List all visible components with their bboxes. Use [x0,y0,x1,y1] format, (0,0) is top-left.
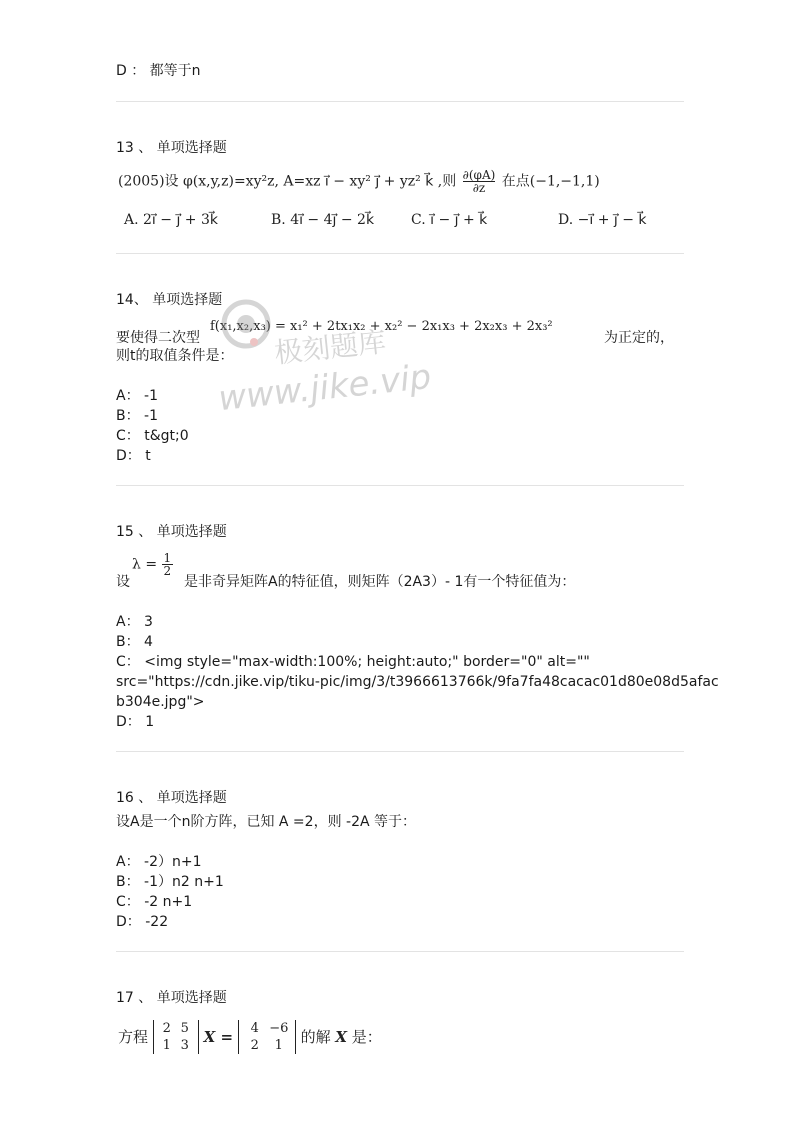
q15-stem-text: 是非奇异矩阵A的特征值，则矩阵（2A3）- 1有一个特征值为： [184,574,576,590]
q15-option-c: C： <img style="max-width:100%; height:auto;" border="0" alt="" [116,654,590,670]
q13-derivative [463,169,496,194]
q15-fraction [162,552,174,577]
q15-option-c-cont2: b304e.jpg"> [116,694,205,710]
q15-stem-formula [132,552,173,577]
divider [116,253,684,254]
q15-frac-den: 2 [163,564,172,578]
watermark-url: www.jike.vip [216,356,434,420]
q16-option-c: C： -2 n+1 [116,894,193,910]
q15-frac-num: 1 [163,551,172,565]
q13-option-a: A. 2i⃗ − j⃗ + 3k⃗ [124,212,218,228]
q17-stem-suffix: 的解 [300,1028,331,1046]
q13-stem-prefix: (2005)设 φ(x,y,z)=xy²z, A=xz i⃗ − xy² j⃗ + yz² k⃗ ,则 [118,173,457,190]
q17-matrix-b [238,1020,296,1054]
q14-stem-before: 要使得二次型 [116,330,200,346]
q15-stem-prefix: 设 [116,574,130,590]
q15-option-a: A： 3 [116,614,153,630]
q13-header: 13 、 单项选择题 [116,140,227,156]
q13-option-c: C. i⃗ − j⃗ + k⃗ [411,212,488,228]
q16-header: 16 、 单项选择题 [116,790,227,806]
matrix-cell: 1 [274,1038,283,1053]
watermark [216,296,434,426]
matrix-cell: 1 [162,1038,171,1053]
q14-header: 14、 单项选择题 [116,292,223,308]
q17-stem [118,1016,382,1056]
matrix-cell: 5 [180,1021,189,1036]
q17-x2: X [335,1028,348,1046]
q13-deriv-den: ∂z [472,181,486,195]
q14-stem-line2: 则t的取值条件是： [116,348,234,364]
q14-option-b: B： -1 [116,408,159,424]
q16-stem: 设A是一个n阶方阵，已知 A =2，则 -2A 等于： [116,814,417,830]
matrix-cell: 3 [180,1038,189,1053]
q16-option-b: B： -1）n2 n+1 [116,874,224,890]
q15-option-d: D： 1 [116,714,155,730]
q17-header: 17 、 单项选择题 [116,990,227,1006]
divider [116,751,684,752]
q13-deriv-num: ∂(φA) [462,168,496,182]
matrix-cell: 2 [162,1021,171,1036]
q13-stem [118,169,600,194]
q16-option-a: A： -2）n+1 [116,854,202,870]
q17-stem-end: 是： [351,1028,382,1046]
divider [116,485,684,486]
prev-option-d: D ： 都等于n [116,63,201,79]
divider [116,951,684,952]
q17-stem-prefix: 方程 [118,1028,149,1046]
watermark-brand: 极刻题库 [272,325,388,370]
q13-stem-suffix: 在点(−1,−1,1) [501,173,600,190]
q14-option-c: C： t&gt;0 [116,428,189,444]
q17-x: X = [203,1028,234,1046]
q14-option-d: D： t [116,448,151,464]
matrix-cell: 4 [250,1021,259,1036]
matrix-cell: −6 [269,1021,289,1036]
q15-lambda: λ = [132,556,158,573]
q15-header: 15 、 单项选择题 [116,524,227,540]
q15-option-c-cont: src="https://cdn.jike.vip/tiku-pic/img/3/t3966613766k/9fa7fa48cacac01d80e08d5afac [116,674,719,690]
divider [116,101,684,102]
q13-option-d: D. −i⃗ + j⃗ − k⃗ [558,212,647,228]
q17-matrix-a [153,1020,199,1054]
q13-option-b: B. 4i⃗ − 4j⃗ − 2k⃗ [271,212,375,228]
q14-stem-formula: f(x₁,x₂,x₃) = x₁² + 2tx₁x₂ + x₂² − 2x₁x₃ + 2x₂x₃ + 2x₃² [210,319,553,334]
q14-stem-after: 为正定的， [604,330,674,346]
matrix-cell: 2 [250,1038,259,1053]
q15-option-b: B： 4 [116,634,153,650]
q14-option-a: A： -1 [116,388,158,404]
q16-option-d: D： -22 [116,914,169,930]
